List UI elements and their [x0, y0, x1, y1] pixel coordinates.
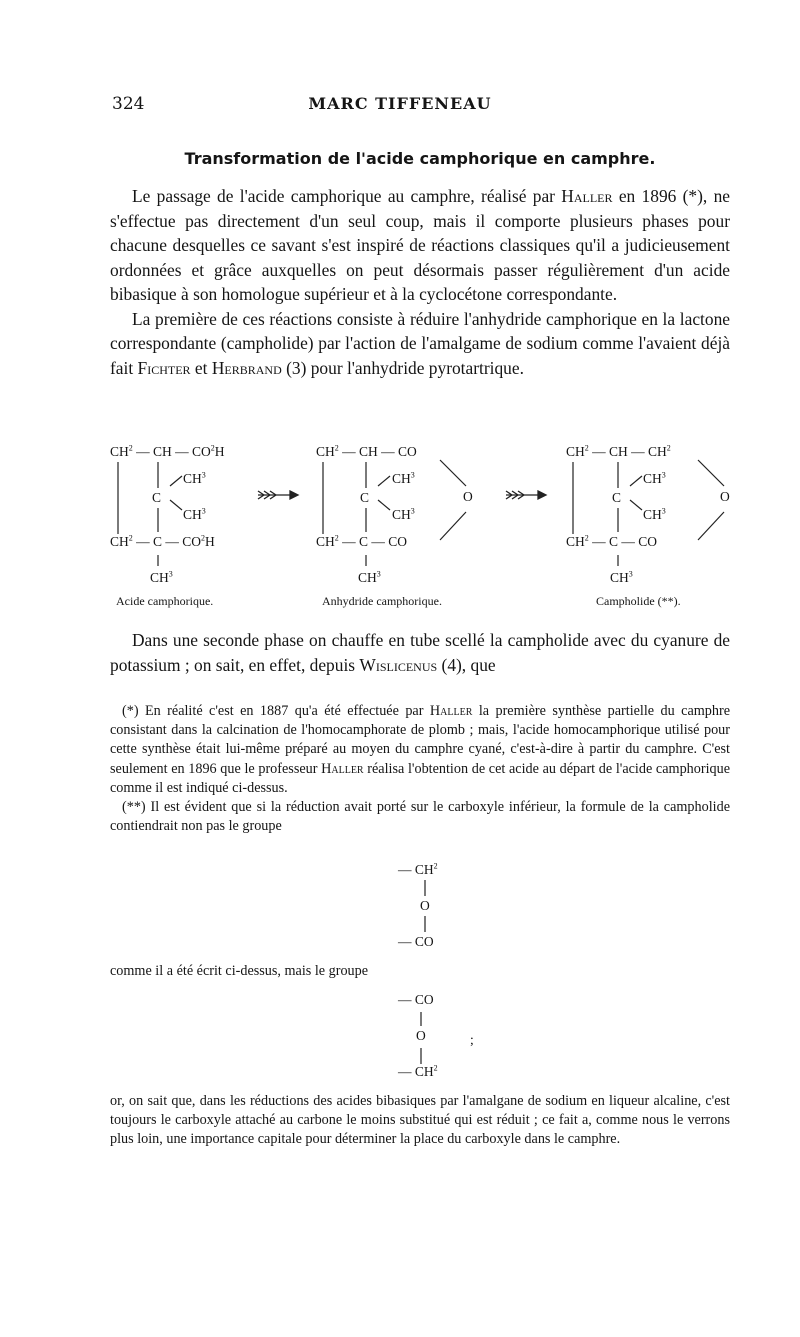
group-2-semicolon: ;: [470, 1032, 474, 1047]
section-title: Transformation de l'acide camphorique en camphre.: [184, 149, 656, 168]
footnote-2-mid: comme il a été écrit ci-dessus, mais le groupe: [110, 963, 369, 979]
group-1-bonds: [420, 878, 432, 938]
acid-formula-top: $CH^2$ — CH — $CO^2H$: [110, 443, 225, 459]
reaction-arrow-1: [258, 491, 298, 499]
group-1-co: — CO: [398, 934, 434, 949]
footnote-1: (*) En réalité c'est en 1887 qu'a été effectuée par Haller la première synthèse partielle du camphre consistant dans la calcination de l'homocamphorate de plomb ; mais, l'acide homocamphorique utilisé pour cette synthèse était lui-même préparé au moyen du camphre cyané, c'est-à-dire à partir du camphre. C'est seulement en 1896 que le professeur Haller réalisa l'obtention de cet acide au départ de l'acide camphorique comme il est indiqué ci-dessus.: [110, 703, 731, 796]
running-title: MARC TIFFENEAU: [308, 94, 492, 113]
campholide-methyl-2: $CH^3$: [643, 506, 666, 522]
group-1-oxygen: O: [420, 898, 430, 913]
acid-formula-bottom: $CH^2$ — C — $CO^2H$: [110, 533, 215, 549]
group-1-ch2: — $CH^2$: [398, 861, 438, 877]
acid-methyl-3: $CH^3$: [150, 569, 173, 585]
anhydride-methyl-2: $CH^3$: [392, 506, 415, 522]
acid-methyl-1: $CH^3$: [183, 470, 206, 486]
group-2-co: — CO: [398, 992, 434, 1007]
anhydride-methyl-3: $CH^3$: [358, 569, 381, 585]
anhydride-caption: Anhydride camphorique.: [322, 594, 442, 608]
group-2-ch2: — $CH^2$: [398, 1063, 438, 1079]
paragraph-1: Le passage de l'acide camphorique au camphre, réalisé par Haller en 1896 (*), ne s'effectue pas directement d'un seul coup, mais il comporte plusieurs phases pour chacune desquelles ce savant s'est inspiré de réactions classiques qu'il a judicieusement ordonnées et grâce auxquelles on peut désormais passer régulièrement d'un acide bibasique à son homologue supérieur et à la cyclocétone correspondante.: [110, 186, 730, 304]
page-number: 324: [112, 94, 145, 114]
anhydride-formula-bottom: $CH^2$ — C — CO: [316, 533, 408, 549]
scheme-bonds: [0, 0, 800, 620]
group-2-oxygen: O: [416, 1028, 426, 1043]
campholide-formula-bottom: $CH^2$ — C — CO: [566, 533, 658, 549]
paragraph-2: La première de ces réactions consiste à réduire l'anhydride camphorique en la lactone correspondante (campholide) par l'action de l'amalgame de sodium comme l'avaient déjà fait Fichter et Herbrand (3) pour l'anhydride pyrotartrique.: [110, 308, 730, 378]
campholide-quaternary-c: C: [612, 490, 622, 505]
acid-caption: Acide camphorique.: [116, 594, 214, 608]
footnote-2-end: or, on sait que, dans les réductions des acides bibasiques par l'amalgane de sodium en liqueur alcaline, c'est toujours le carboxyle attaché au carbone le moins substitué qui est réduit ; ce fait a, comme nous le verrons plus loin, une importance capitale pour déterminer la place du carboxyle dans le camphre.: [110, 1093, 730, 1148]
campholide-methyl-3: $CH^3$: [610, 569, 633, 585]
campholide-methyl-1: $CH^3$: [643, 470, 666, 486]
acid-methyl-2: $CH^3$: [183, 506, 206, 522]
group-2-bonds: [416, 1010, 428, 1070]
anhydride-oxygen: O: [463, 489, 473, 504]
campholide-formula-top: $CH^2$ — CH — $CH^2$: [566, 443, 671, 459]
body-text-2: [110, 628, 730, 677]
footnote-2: (**) Il est évident que si la réduction avait porté sur le carboxyle inférieur, la formule de la campholide contiendrait non pas le groupe: [110, 799, 730, 835]
anhydride-formula-top: $CH^2$ — CH — CO: [316, 443, 417, 459]
campholide-caption: Campholide (**).: [596, 594, 681, 608]
reaction-arrow-2: [506, 491, 546, 499]
paragraph-3: Dans une seconde phase on chauffe en tube scellé la campholide avec du cyanure de potassium ; on sait, en effet, depuis Wislicenus (4), que: [110, 630, 730, 675]
anhydride-methyl-1: $CH^3$: [392, 470, 415, 486]
footnotes: [110, 702, 730, 836]
acid-quaternary-c: C: [152, 490, 162, 505]
anhydride-quaternary-c: C: [360, 490, 370, 505]
campholide-oxygen: O: [720, 489, 730, 504]
